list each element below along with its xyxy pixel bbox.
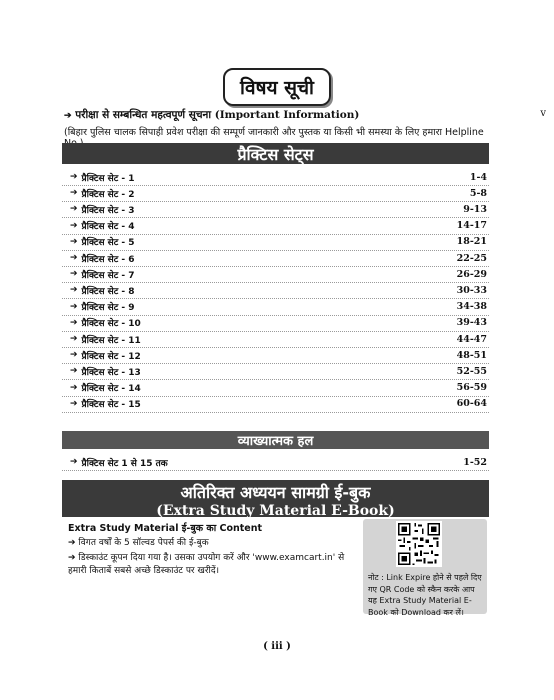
practice-set-pages: 9-13 (463, 203, 487, 215)
practice-set-pages: 26-29 (456, 268, 487, 280)
practice-set-row[interactable] (62, 380, 489, 397)
arrow-icon: ➔ (68, 553, 76, 563)
practice-set-pages: 18-21 (456, 236, 487, 248)
ebook-item-2-text: डिस्काउंट कूपन दिया गया है। उसका उपयोग करें और 'www.examcart.in' से हमारी किताबें सबसे अच्छे डिस्काउंट पर खरीदें। (68, 553, 345, 576)
practice-set-title: प्रैक्टिस सेट - 5 (81, 238, 135, 249)
practice-set-row[interactable] (62, 331, 489, 348)
practice-set-row[interactable] (62, 315, 489, 332)
practice-set-pages: 30-33 (456, 284, 487, 296)
practice-set-label (62, 349, 141, 362)
practice-set-row[interactable] (62, 347, 489, 364)
practice-set-label (62, 365, 141, 378)
practice-set-title: प्रैक्टिस सेट - 10 (81, 319, 141, 330)
info-subtitle: (बिहार पुलिस चालक सिपाही प्रवेश परीक्षा की सम्पूर्ण जानकारी और पुस्तक या किसी भी समस्या के लिए हमारा Helpline (64, 127, 484, 138)
practice-set-label (62, 397, 141, 410)
practice-set-title: प्रैक्टिस सेट - 13 (81, 367, 141, 378)
ebook-content-title: Extra Study Material ई-बुक का Content (68, 523, 263, 534)
practice-set-pages: 48-51 (456, 349, 487, 361)
ebook-content (68, 521, 348, 580)
practice-set-label (62, 252, 135, 265)
practice-set-row[interactable] (62, 299, 489, 316)
page-number: ( iii ) (263, 641, 291, 652)
ebook-heading-hindi: अतिरिक्त अध्ययन सामग्री ई-बुक (180, 483, 371, 502)
practice-set-label (62, 171, 135, 184)
practice-set-title: प्रैक्टिस सेट - 12 (81, 351, 141, 362)
practice-set-row[interactable] (62, 363, 489, 380)
arrow-icon: ➔ (70, 350, 78, 361)
practice-set-row[interactable] (62, 396, 489, 413)
arrow-icon: ➔ (70, 317, 78, 328)
practice-set-pages: 60-64 (456, 398, 487, 410)
practice-set-row[interactable] (62, 234, 489, 251)
solutions-heading: व्याख्यात्मक हल (62, 431, 489, 449)
arrow-icon: ➔ (70, 382, 78, 393)
practice-set-pages: 22-25 (456, 252, 487, 264)
practice-set-row[interactable] (62, 250, 489, 267)
solutions-row-pages: 1-52 (463, 456, 487, 468)
arrow-icon: ➔ (68, 538, 76, 548)
practice-set-pages: 1-4 (469, 171, 487, 183)
practice-set-row[interactable] (62, 282, 489, 299)
practice-set-label (62, 316, 141, 329)
arrow-icon: ➔ (70, 188, 78, 199)
ebook-item-2 (68, 552, 348, 578)
arrow-icon: ➔ (70, 301, 78, 312)
ebook-item-1 (68, 537, 348, 550)
practice-set-title: प्रैक्टिस सेट - 7 (81, 270, 135, 281)
arrow-icon: ➔ (64, 111, 72, 121)
practice-set-pages: 52-55 (456, 365, 487, 377)
practice-set-title: प्रैक्टिस सेट - 9 (81, 303, 135, 314)
arrow-icon: ➔ (70, 236, 78, 247)
practice-set-label (62, 284, 135, 297)
arrow-icon: ➔ (70, 204, 78, 215)
practice-set-pages: 56-59 (456, 382, 487, 394)
practice-set-label (62, 235, 135, 248)
practice-set-title: प्रैक्टिस सेट - 8 (81, 286, 135, 297)
arrow-icon: ➔ (70, 269, 78, 280)
practice-set-pages: 34-38 (456, 301, 487, 313)
arrow-icon: ➔ (70, 220, 78, 231)
arrow-icon: ➔ (70, 366, 78, 377)
practice-set-title: प्रैक्टिस सेट - 2 (81, 189, 135, 200)
info-page-number: v (540, 108, 546, 119)
practice-set-row[interactable] (62, 218, 489, 235)
practice-set-row[interactable] (62, 266, 489, 283)
solutions-row-label (62, 456, 168, 469)
arrow-icon: ➔ (70, 253, 78, 263)
info-title (64, 108, 484, 122)
ebook-heading-english: (Extra Study Material E-Book) (156, 503, 395, 519)
practice-set-label (62, 381, 141, 394)
ebook-note: नोट : Link Expire होने से पहले दिए गए QR Code को स्कैन करके आप यह Extra Study Material E-Book को Download कर लें। (368, 573, 482, 617)
practice-set-label (62, 333, 141, 346)
practice-set-title: प्रैक्टिस सेट - 11 (81, 335, 141, 346)
practice-set-label (62, 187, 135, 200)
practice-set-pages: 5-8 (469, 187, 487, 199)
ebook-heading (62, 480, 489, 517)
practice-set-title: प्रैक्टिस सेट - 15 (81, 400, 141, 411)
arrow-icon: ➔ (70, 398, 78, 409)
practice-set-pages: 14-17 (456, 220, 487, 232)
practice-set-title: प्रैक्टिस सेट - 3 (81, 205, 135, 216)
practice-sets-heading: प्रैक्टिस सेट्स (62, 143, 489, 164)
solutions-row-text: प्रैक्टिस सेट 1 से 15 तक (81, 458, 168, 469)
arrow-icon: ➔ (70, 285, 78, 296)
practice-set-title: प्रैक्टिस सेट - 14 (81, 384, 141, 395)
practice-set-title: प्रैक्टिस सेट - 4 (81, 222, 135, 233)
practice-set-row[interactable] (62, 201, 489, 218)
solutions-row[interactable] (62, 454, 489, 471)
practice-set-title: प्रैक्टिस सेट - 6 (81, 254, 135, 265)
practice-set-title: प्रैक्टिस सेट - 1 (81, 173, 135, 184)
practice-set-pages: 44-47 (456, 333, 487, 345)
practice-set-label (62, 219, 135, 232)
practice-set-label (62, 203, 135, 216)
arrow-icon: ➔ (70, 334, 78, 344)
practice-set-label (62, 268, 135, 281)
practice-set-pages: 39-43 (456, 317, 487, 329)
qr-code-icon[interactable] (396, 521, 442, 567)
practice-set-row[interactable] (62, 185, 489, 202)
info-title-text: परीक्षा से सम्बन्धित महत्वपूर्ण सूचना (Important Information) (75, 109, 360, 121)
practice-set-label (62, 300, 135, 313)
ebook-item-1-text: विगत वर्षों के 5 सॉल्वड पेपर्स की ई-बुक (78, 538, 209, 548)
arrow-icon: ➔ (70, 172, 78, 182)
practice-set-row[interactable] (62, 169, 489, 186)
page-title: विषय सूची (223, 68, 331, 106)
arrow-icon: ➔ (70, 457, 78, 467)
